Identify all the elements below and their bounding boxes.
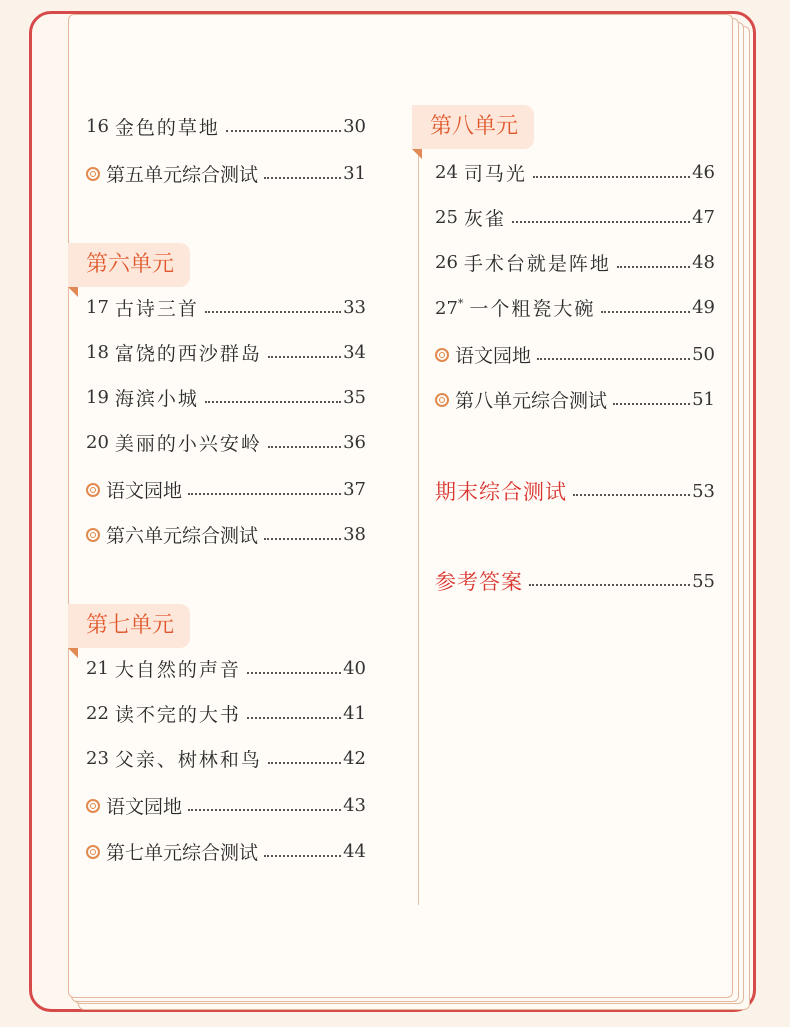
page-number: 40: [343, 658, 366, 679]
page-number: 36: [343, 432, 366, 453]
final-test-entry[interactable]: [435, 476, 715, 506]
page-number: 41: [343, 703, 366, 724]
leader-dots: [529, 584, 690, 586]
toc-entry[interactable]: [86, 792, 366, 819]
leader-dots: [268, 762, 341, 764]
page-number: 50: [692, 344, 715, 365]
page-number: 34: [343, 342, 366, 363]
answers-title: 参考答案: [435, 570, 523, 594]
leader-dots: [188, 493, 341, 495]
lesson-number: 19: [86, 387, 109, 408]
lesson-number: 20: [86, 432, 109, 453]
lesson-title: 金色的草地: [114, 117, 220, 139]
unit-heading-6: [68, 243, 190, 287]
lesson-title: 海滨小城: [114, 388, 199, 410]
leader-dots: [205, 401, 341, 403]
lesson-title: 语文园地: [106, 480, 183, 502]
toc-entry[interactable]: [435, 294, 715, 321]
page-number: 38: [343, 524, 366, 545]
lesson-number-value: 27: [435, 297, 458, 319]
page-number: 49: [692, 297, 715, 318]
page-number: 46: [692, 162, 715, 183]
toc-entry[interactable]: [86, 476, 366, 503]
leader-dots: [247, 672, 341, 674]
lesson-number: 16: [86, 116, 109, 137]
leader-dots: [573, 494, 690, 496]
leader-dots: [247, 717, 341, 719]
toc-entry[interactable]: [435, 249, 715, 276]
lesson-title: 司马光: [463, 163, 527, 185]
page-number: 48: [692, 252, 715, 273]
lesson-title: 富饶的西沙群岛: [114, 343, 262, 365]
lesson-title: 灰雀: [463, 208, 506, 230]
lesson-title: 第六单元综合测试: [106, 525, 259, 547]
unit-heading-text: 第七单元: [86, 613, 175, 638]
lesson-title: 父亲、树林和鸟: [114, 749, 262, 771]
toc-entry[interactable]: [86, 429, 366, 456]
lesson-number: 25: [435, 207, 458, 228]
toc-entry[interactable]: [86, 160, 366, 187]
double-circle-icon: [435, 348, 449, 362]
page-number: 37: [343, 479, 366, 500]
page-number: 51: [692, 389, 715, 410]
leader-dots: [188, 809, 341, 811]
answers-entry[interactable]: [435, 566, 715, 596]
final-test-title: 期末综合测试: [435, 480, 567, 504]
unit-heading-8: [412, 105, 534, 149]
leader-dots: [268, 356, 341, 358]
lesson-number: [435, 297, 463, 319]
toc-entry[interactable]: [86, 521, 366, 548]
lesson-title: 读不完的大书: [114, 704, 241, 726]
lesson-number: 17: [86, 297, 109, 318]
lesson-number: 26: [435, 252, 458, 273]
double-circle-icon: [86, 483, 100, 497]
unit-heading-7: [68, 604, 190, 648]
tab-corner: [68, 287, 78, 297]
toc-entry[interactable]: [86, 838, 366, 865]
toc-entry[interactable]: [435, 204, 715, 231]
lesson-title: 大自然的声音: [114, 659, 241, 681]
double-circle-icon: [86, 845, 100, 859]
page-number: 30: [343, 116, 366, 137]
optional-star: *: [457, 296, 464, 310]
page-number: 55: [692, 570, 715, 592]
leader-dots: [512, 221, 690, 223]
lesson-number: 21: [86, 658, 109, 679]
toc-entry[interactable]: [86, 700, 366, 727]
toc-entry[interactable]: [86, 113, 366, 140]
page-number: 42: [343, 748, 366, 769]
double-circle-icon: [86, 528, 100, 542]
double-circle-icon: [86, 167, 100, 181]
lesson-title: 语文园地: [106, 796, 183, 818]
lesson-title: 美丽的小兴安岭: [114, 433, 262, 455]
lesson-title: 第五单元综合测试: [106, 164, 259, 186]
page-number: 53: [692, 480, 715, 502]
lesson-title: 古诗三首: [114, 298, 199, 320]
lesson-title: 手术台就是阵地: [463, 253, 611, 275]
lesson-title: 语文园地: [455, 345, 532, 367]
lesson-number: 18: [86, 342, 109, 363]
leader-dots: [264, 855, 341, 857]
page-number: 35: [343, 387, 366, 408]
toc-entry[interactable]: [86, 294, 366, 321]
lesson-number: 24: [435, 162, 458, 183]
leader-dots: [601, 311, 690, 313]
page-number: 43: [343, 795, 366, 816]
toc-entry[interactable]: [86, 655, 366, 682]
toc-entry[interactable]: [435, 159, 715, 186]
leader-dots: [264, 177, 341, 179]
leader-dots: [617, 266, 690, 268]
lesson-number: 23: [86, 748, 109, 769]
double-circle-icon: [435, 393, 449, 407]
page-number: 31: [343, 163, 366, 184]
leader-dots: [268, 446, 341, 448]
leader-dots: [533, 176, 690, 178]
unit-heading-text: 第六单元: [86, 252, 175, 277]
page-number: 44: [343, 841, 366, 862]
leader-dots: [205, 311, 341, 313]
toc-entry[interactable]: [86, 339, 366, 366]
toc-entry[interactable]: [86, 384, 366, 411]
page-number: 47: [692, 207, 715, 228]
toc-entry[interactable]: [435, 341, 715, 368]
tab-corner: [68, 648, 78, 658]
page-number: 33: [343, 297, 366, 318]
lesson-title: 一个粗瓷大碗: [469, 298, 596, 320]
toc-entry[interactable]: [86, 745, 366, 772]
toc-entry[interactable]: [435, 386, 715, 413]
lesson-title: 第八单元综合测试: [455, 390, 608, 412]
double-circle-icon: [86, 799, 100, 813]
leader-dots: [264, 538, 341, 540]
unit-heading-text: 第八单元: [430, 114, 519, 139]
column-divider: [418, 147, 419, 905]
lesson-number: 22: [86, 703, 109, 724]
tab-corner: [412, 149, 422, 159]
lesson-title: 第七单元综合测试: [106, 842, 259, 864]
leader-dots: [537, 358, 690, 360]
leader-dots: [226, 130, 341, 132]
leader-dots: [613, 403, 690, 405]
